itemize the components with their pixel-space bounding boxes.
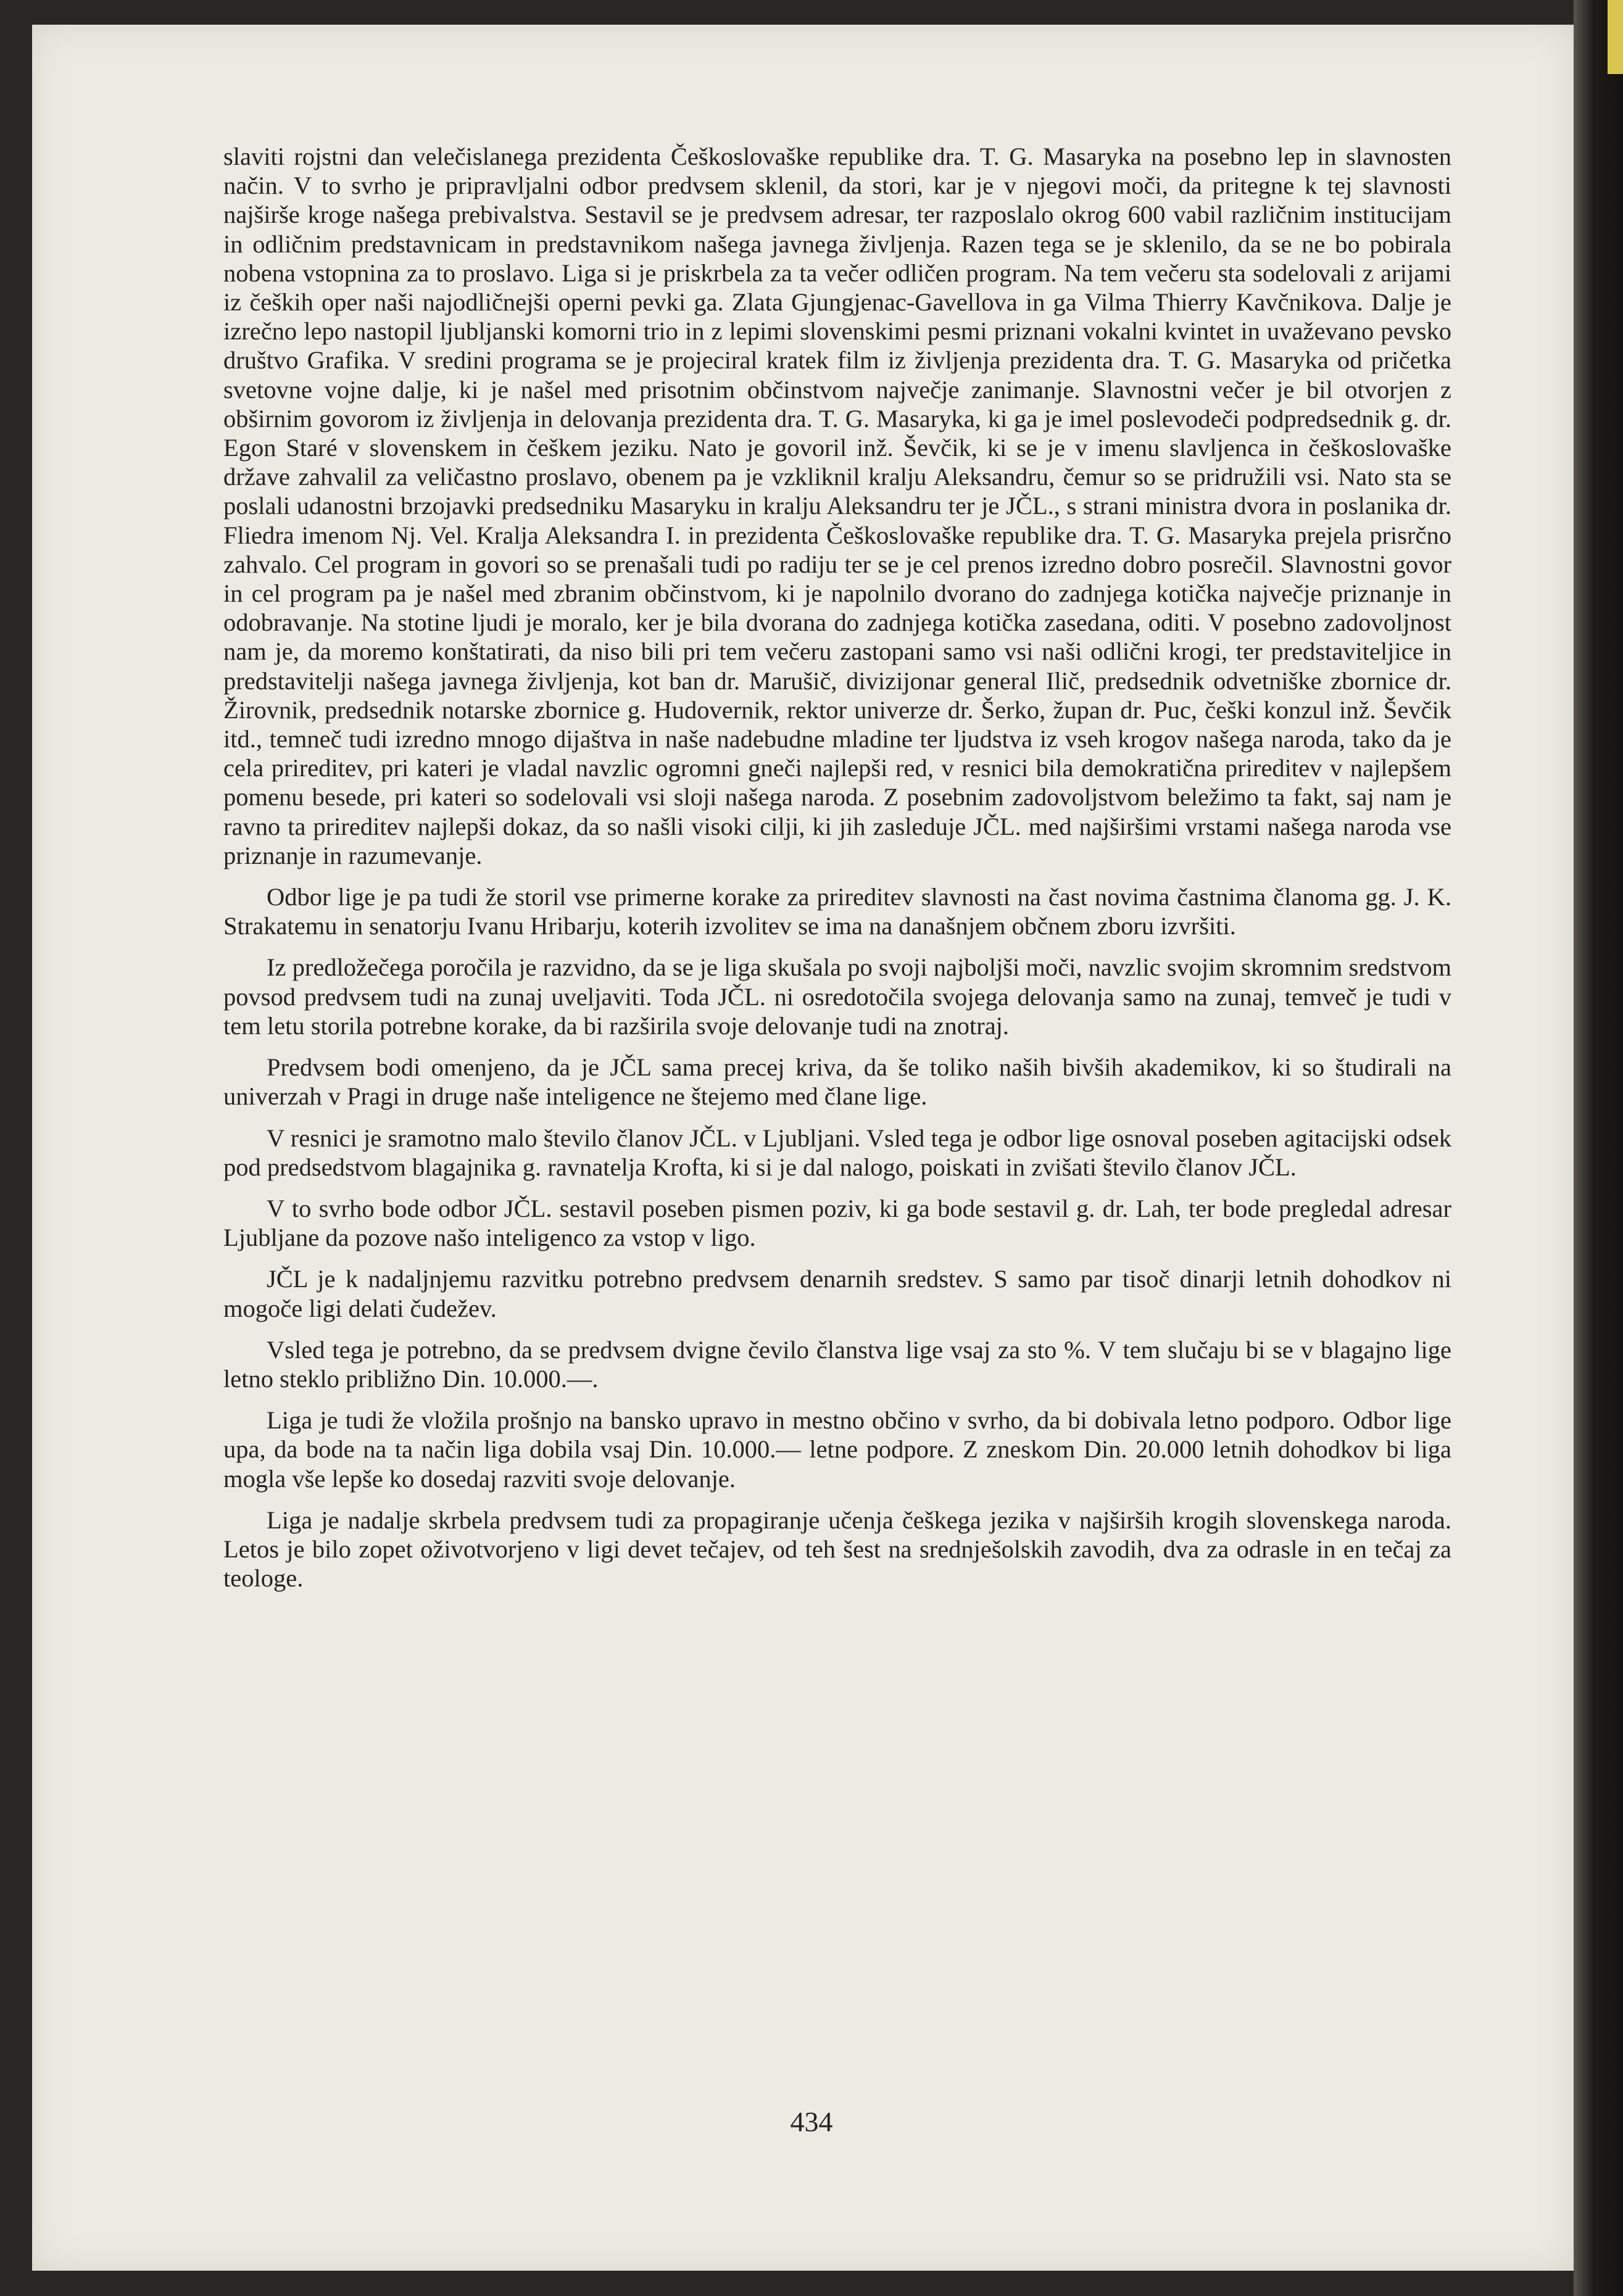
paragraph-4: Predvsem bodi omenjeno, da je JČL sama precej kriva, da še toliko naših bivših akademikov, ki so študirali na univerzah v Pragi in druge naše inteligence ne štejemo med člane lige.	[223, 1053, 1451, 1111]
page-body-text	[223, 142, 1451, 1593]
paragraph-5: V resnici je sramotno malo število članov JČL. v Ljubljani. Vsled tega je odbor lige osnoval poseben agitacijski odsek pod predsedstvom blagajnika g. ravnatelja Krofta, ki si je dal nalogo, poiskati in zvišati število članov JČL.	[223, 1124, 1451, 1181]
paragraph-6: V to svrho bode odbor JČL. sestavil poseben pismen poziv, ki ga bode sestavil g. dr. Lah, ter bode pregledal adresar Ljubljane da pozove našo inteligenco za vstop v ligo.	[223, 1194, 1451, 1252]
paragraph-8: Vsled tega je potrebno, da se predvsem dvigne čevilo članstva lige vsaj za sto %. V tem slučaju bi se v blagajno lige letno steklo približno Din. 10.000.—.	[223, 1335, 1451, 1393]
paragraph-3: Iz predložečega poročila je razvidno, da se je liga skušala po svoji najboljši moči, navzlic svojim skromnim sredstvom povsod predvsem tudi na zunaj uveljaviti. Toda JČL. ni osredotočila svojega delovanja samo na zunaj, temveč je tudi v tem letu storila potrebne korake, da bi razširila svoje delovanje tudi na znotraj.	[223, 953, 1451, 1040]
page-number: 434	[790, 2106, 833, 2137]
paragraph-9: Liga je tudi že vložila prošnjo na bansko upravo in mestno občino v svrho, da bi dobivala letno podporo. Odbor lige upa, da bode na ta način liga dobila vsaj Din. 10.000.— letne podpore. Z zneskom Din. 20.000 letnih dohodkov bi liga mogla vše lepše ko dosedaj razviti svoje delovanje.	[223, 1406, 1451, 1493]
spine-label-strip	[1608, 0, 1623, 74]
paragraph-1: slaviti rojstni dan velečislanega prezidenta Češkoslovaške republike dra. T. G. Masaryka na posebno lep in slavnosten način. V to svrho je pripravljalni odbor predvsem sklenil, da stori, kar je v njegovi moči, da pritegne k tej slavnosti najširše kroge našega prebivalstva. Sestavil se je predvsem adresar, ter razposlalo okrog 600 vabil različnim institucijam in odličnim predstavnicam in predstavnikom našega javnega življenja. Razen tega se je sklenilo, da se ne bo pobirala nobena vstopnina za to proslavo. Liga si je priskrbela za ta večer odličen program. Na tem večeru sta sodelovali z arijami iz čeških oper naši najodličnejši operni pevki ga. Zlata Gjungjenac-Gavellova in ga Vilma Thierry Kavčnikova. Dalje je izrečno lepo nastopil ljubljanski komorni trio in z lepimi slovenskimi pesmi priznani vokalni kvintet in uvaževano pevsko društvo Grafika. V sredini programa se je projeciral kratek film iz življenja prezidenta dra. T. G. Masaryka od pričetka svetovne vojne dalje, ki je našel med prisotnim občinstvom največje zanimanje. Slavnostni večer je bil otvorjen z obširnim govorom iz življenja in delovanja prezidenta dra. T. G. Masaryka, ki ga je imel poslevodeči podpredsednik g. dr. Egon Staré v slovenskem in češkem jeziku. Nato je govoril inž. Ševčik, ki se je v imenu slavljenca in češkoslovaške države zahvalil za veličastno proslavo, obenem pa je vzkliknil kralju Aleksandru, čemur so se pridružili vsi. Nato sta se poslali udanostni brzojavki predsedniku Masaryku in kralju Aleksandru ter je JČL., s strani ministra dvora in poslanika dr. Fliedra imenom Nj. Vel. Kralja Aleksandra I. in prezidenta Češkoslovaške republike dra. T. G. Masaryka prejela prisrčno zahvalo. Cel program in govori so se prenašali tudi po radiju ter se je cel prenos izredno dobro posrečil. Slavnostni govor in cel program pa je našel med zbranim občinstvom, ki je napolnilo dvorano do zadnjega kotička največje priznanje in odobravanje. Na stotine ljudi je moralo, ker je bila dvorana do zadnjega kotička zasedana, oditi. V posebno zadovoljnost nam je, da moremo konštatirati, da niso bili pri tem večeru zastopani samo vsi naši odlični krogi, ter predstaviteljice in predstavitelji našega javnega življenja, kot ban dr. Marušič, divizijonar general Ilič, predsednik odvetniške zbornice dr. Žirovnik, predsednik notarske zbornice g. Hudovernik, rektor univerze dr. Šerko, župan dr. Puc, češki konzul inž. Ševčik itd., temneč tudi izredno mnogo dijaštva in naše nadebudne mladine ter ljudstva iz vseh krogov našega naroda, tako da je cela prireditev, pri kateri je vladal navzlic ogromni gneči najlepši red, v resnici bila demokratična prireditev v najlepšem pomenu besede, pri kateri so sodelovali vsi sloji našega naroda. Z posebnim zadovoljstvom beležimo ta fakt, saj nam je ravno ta prireditev najlepši dokaz, da so našli visoki cilji, ki jih zasleduje JČL. med najširšimi vrstami našega naroda vse priznanje in razumevanje.	[223, 143, 1451, 869]
paragraph-10: Liga je nadalje skrbela predvsem tudi za propagiranje učenja češkega jezika v najširših krogih slovenskega naroda. Letos je bilo zopet oživotvorjeno v ligi devet tečajev, od teh šest na srednješolskih zavodih, dva za odrasle in en tečaj za teologe.	[223, 1506, 1451, 1593]
paragraph-7: JČL je k nadaljnjemu razvitku potrebno predvsem denarnih sredstev. S samo par tisoč dinarji letnih dohodkov ni mogoče ligi delati čudežev.	[223, 1265, 1451, 1322]
paragraph-2: Odbor lige je pa tudi že storil vse primerne korake za prireditev slavnosti na čast novima častnima članoma gg. J. K. Strakatemu in senatorju Ivanu Hribarju, koterih izvolitev se ima na današnjem občnem zboru izvršiti.	[223, 883, 1451, 940]
book-spine	[1574, 0, 1623, 2296]
